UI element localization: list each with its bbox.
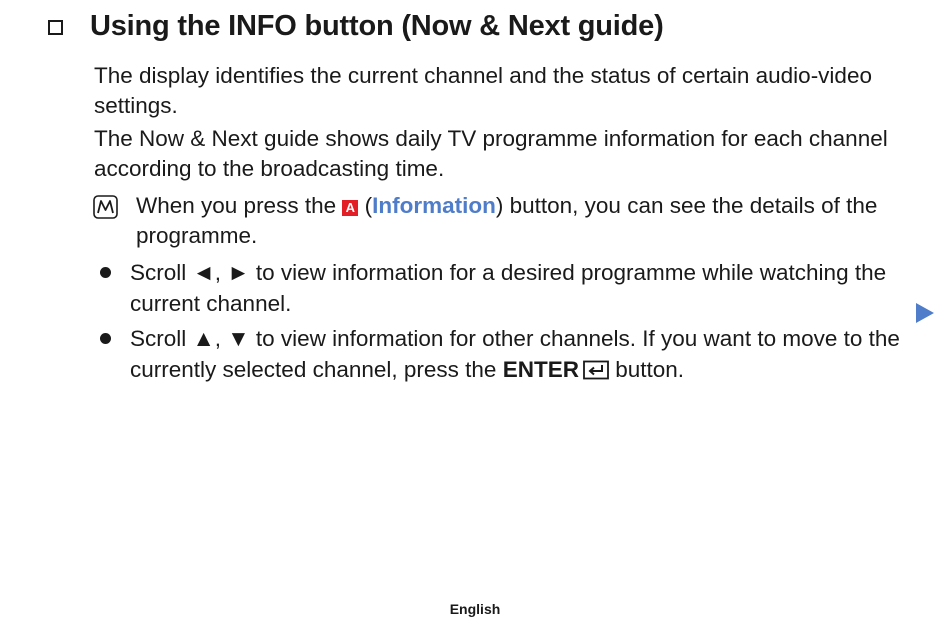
enter-key-icon: [583, 360, 609, 380]
note-text-before: When you press the: [136, 193, 343, 218]
note-text: [136, 191, 916, 251]
bullet-rest: to view information for other channels. If you want to move to the currently selected channel, press the: [130, 326, 900, 382]
bullet-rest: to view information for a desired programme while watching the current channel.: [130, 260, 887, 316]
bullet-item-scroll-left-right: [130, 257, 920, 319]
note-text-after: ) button, you can see the details of the programme.: [136, 193, 878, 248]
footer-language: English: [449, 601, 501, 617]
next-page-arrow-icon[interactable]: [915, 302, 935, 324]
left-right-arrows-icon: ◄, ►: [192, 260, 250, 285]
bullet-dot-icon: [100, 333, 111, 344]
bullet-dot-icon: [100, 267, 111, 278]
memo-icon: [93, 195, 118, 219]
section-heading: [48, 10, 664, 43]
note-open-paren: (: [358, 193, 373, 218]
red-a-button-icon: A: [342, 200, 358, 216]
bullet-suffix: button.: [608, 357, 685, 382]
bullet-prefix: Scroll: [130, 326, 193, 351]
page-title: Using the INFO button (Now & Next guide): [90, 10, 664, 42]
paragraph-now-next: The Now & Next guide shows daily TV programme information for each channel according to the broadcasting time.: [94, 126, 888, 181]
checkbox-square-icon: [48, 20, 63, 35]
enter-key-label: ENTER: [502, 357, 579, 382]
information-link[interactable]: Information: [372, 193, 496, 218]
paragraph-display-info: The display identifies the current channel and the status of certain audio-video settings.: [94, 63, 872, 118]
up-down-arrows-icon: ▲, ▼: [192, 326, 250, 351]
bullet-item-scroll-up-down: [130, 323, 920, 385]
bullet-prefix: Scroll: [130, 260, 193, 285]
